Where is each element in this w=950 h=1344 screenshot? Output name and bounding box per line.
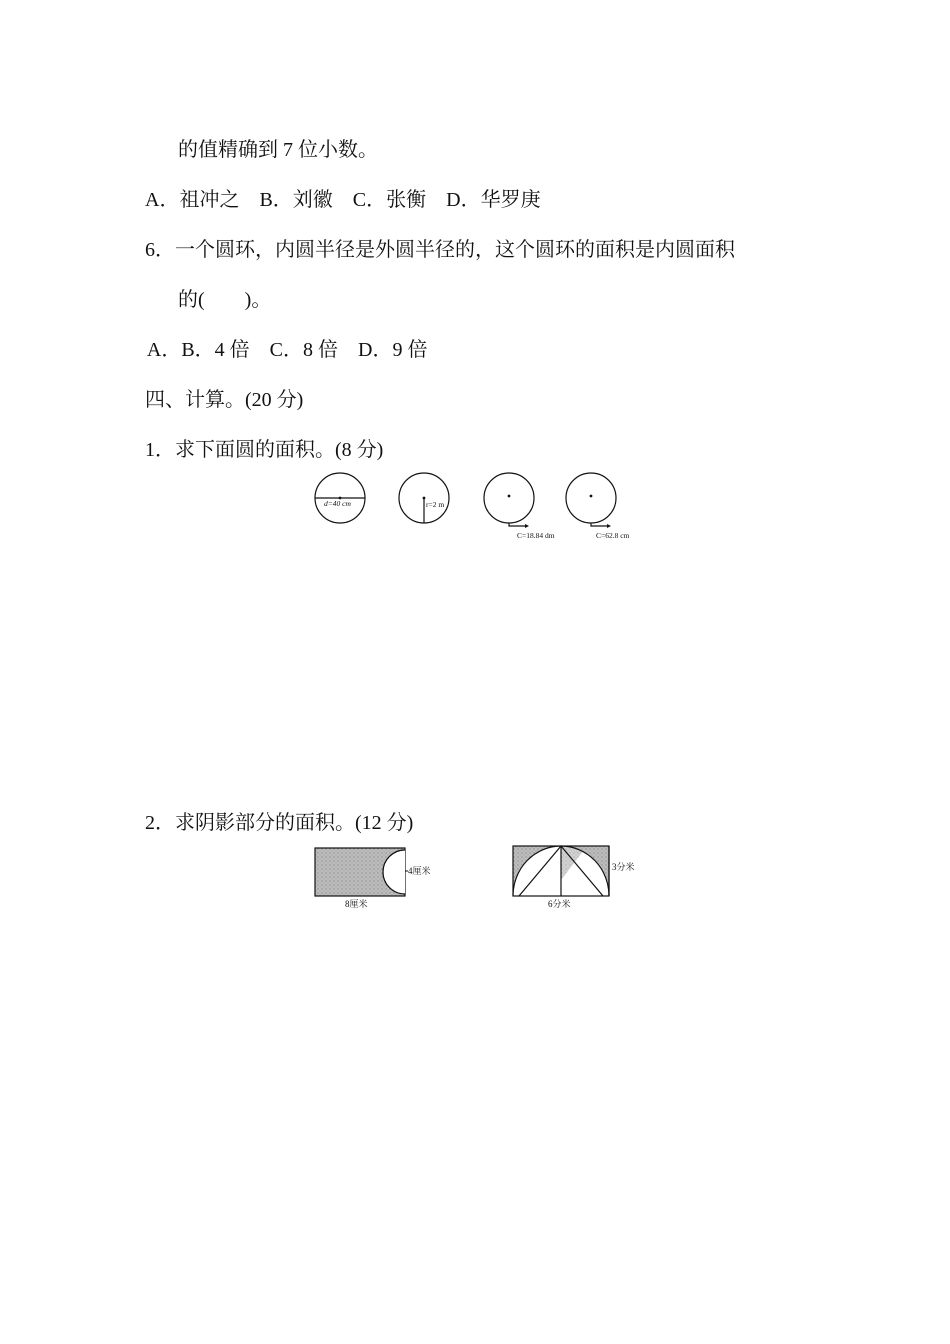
radius-label: r=2 m <box>426 500 445 509</box>
center-dot-4 <box>590 495 593 498</box>
q6-options: A．B．4 倍 C．8 倍 D．9 倍 <box>143 339 428 361</box>
shaded-figure <box>305 840 650 915</box>
circle-circumference-2 <box>566 473 616 523</box>
rect-width-label: 8厘米 <box>345 899 368 909</box>
q6-stem-continuation: 的( )。 <box>178 289 272 311</box>
circumference-label-2: C=62.8 cm <box>596 531 630 540</box>
circles-svg <box>305 468 650 546</box>
diameter-label: d=40 cm <box>324 499 351 508</box>
circumference-label-1: C=18.84 dm <box>517 531 555 540</box>
center-dot-3 <box>508 495 511 498</box>
semi-width-label: 6分米 <box>548 899 571 909</box>
section4-title: 四、计算。(20 分) <box>145 389 304 411</box>
q5-continuation: 的值精确到 7 位小数。 <box>178 139 378 161</box>
q5-options: A．祖冲之 B．刘徽 C．张衡 D．华罗庚 <box>145 189 541 211</box>
arrow-head-1 <box>525 524 529 528</box>
calc2-title: 2．求阴影部分的面积。(12 分) <box>145 812 414 834</box>
circle-circumference-1 <box>484 473 534 523</box>
rect-height-label: 4厘米 <box>408 866 431 876</box>
q6-stem: 6．一个圆环，内圆半径是外圆半径的，这个圆环的面积是内圆面积 <box>145 239 735 261</box>
calc1-title: 1．求下面圆的面积。(8 分) <box>145 439 384 461</box>
circles-figure <box>305 468 650 546</box>
center-dot-2 <box>423 497 426 500</box>
semi-height-label: 3分米 <box>612 862 635 872</box>
shaded-svg <box>305 840 650 915</box>
arrow-head-2 <box>607 524 611 528</box>
